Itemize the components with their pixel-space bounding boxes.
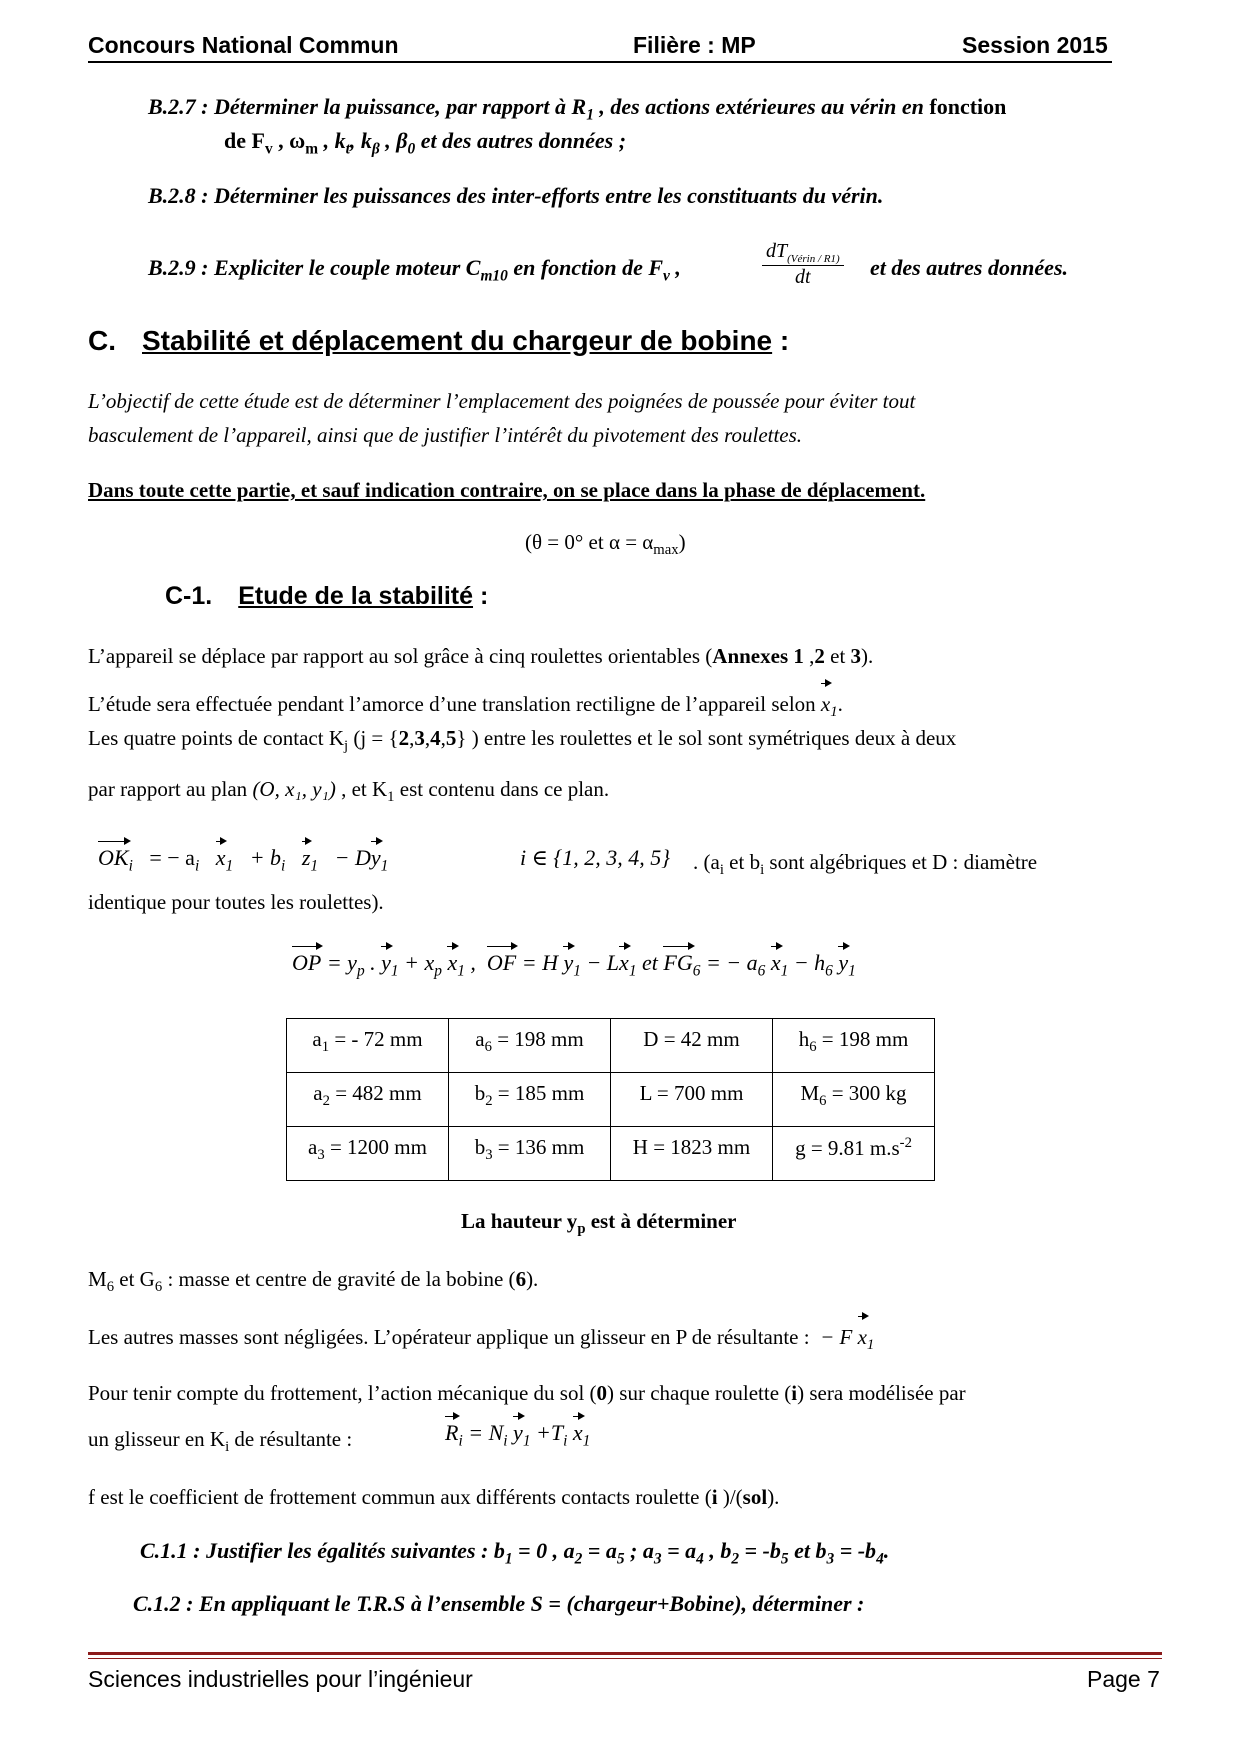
- parameters-table: [286, 1018, 935, 1181]
- question-c11: C.1.1 : Justifier les égalités suivantes : $b_1 = 0$ , $a_2 = a_5$ ; $a_3 = a_4$ , $b_2 = -b_5$ et $b_3 = -b_4$.: [140, 1538, 890, 1568]
- equation-oki: $OK_i$ = − $a_i$ $x_1$ + $b_i$ $z_1$ − $Dy_1$: [98, 845, 389, 875]
- equation-oki-line2: identique pour toutes les roulettes).: [88, 890, 384, 914]
- para-plane: par rapport au plan (O, x₁, y₁) , et $K_1$ est contenu dans ce plan.: [88, 777, 610, 806]
- table-cell: $h_6 = 198$ mm: [773, 1019, 935, 1073]
- table-cell: $a_3 = 1200$ mm: [287, 1127, 449, 1181]
- question-b29-end: et des autres données.: [870, 255, 1068, 280]
- para-m6: $M_6$ et $G_6$ : masse et centre de gravité de la bobine (6).: [88, 1267, 539, 1296]
- fraction-dT-dt: $dT_{(Vérin / R1)}$ dt: [762, 240, 844, 289]
- header-left: Concours National Commun: [88, 32, 399, 58]
- table-cell: H = 1823 mm: [611, 1127, 773, 1181]
- header-right: Session 2015: [962, 32, 1108, 58]
- para-translation: L’étude sera effectuée pendant l’amorce d’une translation rectiligne de l’appareil selon $x_1$.: [88, 687, 843, 729]
- yp-note: La hauteur $y_p$ est à déterminer: [461, 1209, 737, 1238]
- question-c12: C.1.2 : En appliquant le T.R.S à l’ensemble S = (chargeur+Bobine), déterminer :: [133, 1591, 865, 1616]
- table-cell: $a_6 = 198$ mm: [449, 1019, 611, 1073]
- table-cell: $b_2 = 185$ mm: [449, 1073, 611, 1127]
- equation-oki-set: i ∈ {1, 2, 3, 4, 5}: [520, 845, 670, 870]
- question-b27-line2: de $F_v$ , $\omega_m$ , $k_t$, $k_\beta$ , $\beta_0$ et des autres données ;: [224, 128, 627, 158]
- table-row: [287, 1019, 935, 1073]
- header-rule: [88, 61, 1112, 63]
- footer-rule-thick: [88, 1652, 1162, 1655]
- table-row: [287, 1127, 935, 1181]
- footer-rule-thin: [88, 1658, 1162, 1659]
- para-roulettes: L’appareil se déplace par rapport au sol grâce à cinq roulettes orientables (Annexes 1 ,2 et 3).: [88, 644, 874, 668]
- phase-conditions: (θ = 0° et $\alpha = \alpha_{max}$): [525, 530, 686, 559]
- phase-note: Dans toute cette partie, et sauf indication contraire, on se place dans la phase de déplacement.: [88, 478, 926, 502]
- equation-op-of-fg: OP = $y_p$ . $y_1 + x_p$ $x_1$ , OF = H $y_1 - Lx_1$ et $FG_6$ = − $a_6$ $x_1 - h_6$ $y_1$: [292, 950, 856, 980]
- table-cell: g = 9.81 $m.s^{-2}$: [773, 1127, 935, 1181]
- section-c-heading: C. Stabilité et déplacement du chargeur de bobine :: [88, 325, 790, 356]
- question-b29: B.2.9 : Expliciter le couple moteur $C_{m10}$ en fonction de $F_v$ ,: [148, 255, 681, 285]
- para-f: f est le coefficient de frottement commun aux différents contacts roulette (i )/(sol).: [88, 1485, 780, 1509]
- equation-oki-note: . ($a_i$ et $b_i$ sont algébriques et D : diamètre: [693, 850, 1038, 879]
- question-b28: B.2.8 : Déterminer les puissances des inter-efforts entre les constituants du vérin.: [148, 183, 884, 208]
- table-row: [287, 1073, 935, 1127]
- table-cell: L = 700 mm: [611, 1073, 773, 1127]
- para-contacts: Les quatre points de contact $K_j$ (j = {2,3,4,5} ) entre les roulettes et le sol sont symétriques deux à deux: [88, 726, 957, 755]
- table-cell: $a_2 = 482$ mm: [287, 1073, 449, 1127]
- para-masses: Les autres masses sont négligées. L’opérateur applique un glisseur en P de résultante : − F $x_1$: [88, 1320, 874, 1362]
- objective-line2: basculement de l’appareil, ainsi que de justifier l’intérêt du pivotement des roulettes.: [88, 423, 803, 447]
- objective-line1: L’objectif de cette étude est de déterminer l’emplacement des poignées de poussée pour éviter tout: [88, 389, 916, 413]
- header-center: Filière : MP: [633, 32, 756, 58]
- footer-left: Sciences industrielles pour l’ingénieur: [88, 1666, 473, 1692]
- equation-ri: $R_i = N_i$ $y_1 +T_i$ $x_1$: [445, 1420, 591, 1450]
- table-cell: $a_1$ = - 72 mm: [287, 1019, 449, 1073]
- section-c1-heading: C-1. Etude de la stabilité :: [165, 582, 489, 610]
- para-friction-line1: Pour tenir compte du frottement, l’action mécanique du sol (0) sur chaque roulette (i) sera modélisée par: [88, 1381, 966, 1405]
- table-cell: $M_6 = 300$ kg: [773, 1073, 935, 1127]
- para-friction-line2: un glisseur en $K_i$ de résultante :: [88, 1427, 353, 1456]
- question-b27-line1: B.2.7 : Déterminer la puissance, par rapport à $R_1$ , des actions extérieures au vérin en fonction: [148, 94, 1007, 124]
- table-cell: $b_3 = 136$ mm: [449, 1127, 611, 1181]
- page-number: Page 7: [1087, 1666, 1160, 1692]
- table-cell: D = 42 mm: [611, 1019, 773, 1073]
